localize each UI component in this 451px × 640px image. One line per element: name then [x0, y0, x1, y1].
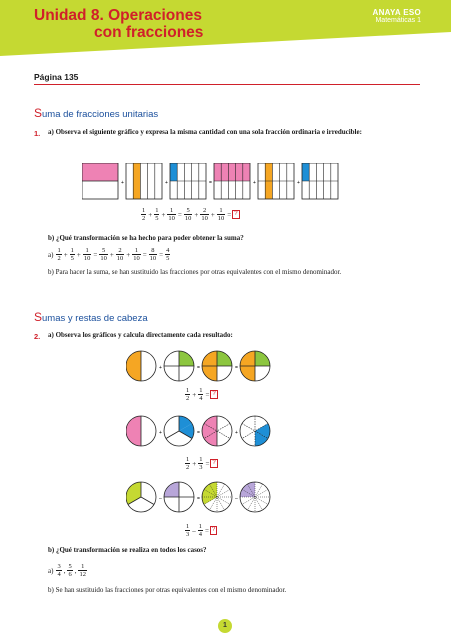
bar-one-tenth [302, 163, 338, 199]
section2-title [34, 310, 148, 324]
bar-fifths [126, 163, 162, 199]
exercise1-a-answer: a) $\frac{1}{2}$ + $\frac{1}{5}$ + $\frac{1}{10}$ = $\frac{5}{10}$ + $\frac{2}{10}$ + $\frac{1}{10}$ = $\frac{8}{10}$ = $\frac{4}{5}$ [48, 247, 170, 262]
exercise2-a-text: a) Observa los gráficos y calcula directamente cada resultado: [48, 331, 233, 339]
exercise1-a-text: a) Observa el siguiente gráfico y expresa la misma cantidad con una sola fracción ordinaria e irreducible: [48, 128, 362, 136]
fraction-bars-figure [82, 163, 342, 203]
header-banner [0, 0, 451, 56]
brand-logo: ANAYA ESO [372, 8, 421, 17]
frac: $\frac{1}{10}$ [168, 207, 175, 222]
section1-title-text: uma de fracciones unitarias [42, 109, 159, 120]
svg-text:–: – [235, 496, 238, 502]
frac: $\frac{1}{5}$ [155, 207, 159, 222]
bar-five-tenths [214, 163, 250, 199]
page-number: 1 [218, 619, 232, 633]
svg-text:=: = [197, 365, 200, 371]
exercise1-b-question: b) ¿Qué transformación se ha hecho para poder obtener la suma? [48, 234, 244, 242]
section1-title [34, 106, 158, 120]
answer-box[interactable]: ? [212, 391, 216, 397]
frac: $\frac{1}{10}$ [217, 207, 225, 222]
unit-title-line2: con fracciones [94, 24, 204, 41]
answer-box[interactable]: ? [211, 527, 216, 533]
circles-row-3 [126, 480, 272, 514]
svg-text:+: + [297, 180, 300, 186]
answer-box[interactable]: ? [212, 460, 216, 466]
circles-row-1 [126, 349, 272, 383]
svg-text:+: + [121, 180, 124, 186]
svg-text:+: + [159, 430, 162, 436]
svg-text:+: + [165, 180, 168, 186]
svg-text:=: = [209, 180, 212, 186]
svg-text:–: – [159, 496, 162, 502]
equation-2c: $\frac{1}{3}$ – $\frac{1}{4}$ = ? [186, 523, 216, 538]
frac: $\frac{2}{10}$ [201, 207, 208, 222]
exercise2-a-answer: a) $\frac{3}{4}$ , $\frac{5}{6}$ , $\frac{1}{12}$ [48, 563, 86, 578]
svg-text:=: = [197, 496, 200, 502]
svg-text:+: + [159, 365, 162, 371]
svg-text:+: + [235, 430, 238, 436]
unit-title-line1: Unidad 8. Operaciones [34, 7, 202, 24]
exercise2-b-question: b) ¿Qué transformación se realiza en todos los casos? [48, 546, 207, 554]
exercise1-b-answer: b) Para hacer la suma, se han sustituido las fracciones por otras equivalentes con el mismo denominador. [48, 268, 342, 276]
svg-text:=: = [197, 430, 200, 436]
svg-text:+: + [253, 180, 256, 186]
frac: $\frac{1}{2}$ [142, 207, 146, 222]
equation-2a: $\frac{1}{2}$ + $\frac{1}{4}$ = ? [186, 387, 216, 402]
section2-cap: S [34, 310, 43, 324]
equation-2b: $\frac{1}{2}$ + $\frac{1}{3}$ = ? [186, 456, 216, 471]
bar-halves [82, 163, 118, 199]
circles-row-2 [126, 414, 272, 448]
svg-text:=: = [235, 365, 238, 371]
section1-cap: S [34, 106, 43, 120]
bar-tenths [170, 163, 206, 199]
answer-box[interactable]: ? [234, 211, 238, 217]
exercise2-b-answer: b) Se han sustituido las fracciones por otras equivalentes con el mismo denominador. [48, 586, 287, 594]
page-label: Página 135 [34, 72, 79, 82]
equation-1: $\frac{1}{2}$ + $\frac{1}{5}$ + $\frac{1}{10}$ = $\frac{5}{10}$ + $\frac{2}{10}$ + $\frac{1}{10}$ = ? [142, 207, 238, 222]
section2-title-text: umas y restas de cabeza [42, 313, 148, 324]
unit-title [34, 7, 203, 41]
exercise1-number: 1. [34, 129, 41, 138]
bar-two-tenths [258, 163, 294, 199]
divider [34, 84, 420, 85]
brand [373, 8, 422, 24]
exercise2-number: 2. [34, 332, 41, 341]
frac: $\frac{5}{10}$ [184, 207, 192, 222]
subject-label: Matemáticas 1 [375, 17, 421, 24]
